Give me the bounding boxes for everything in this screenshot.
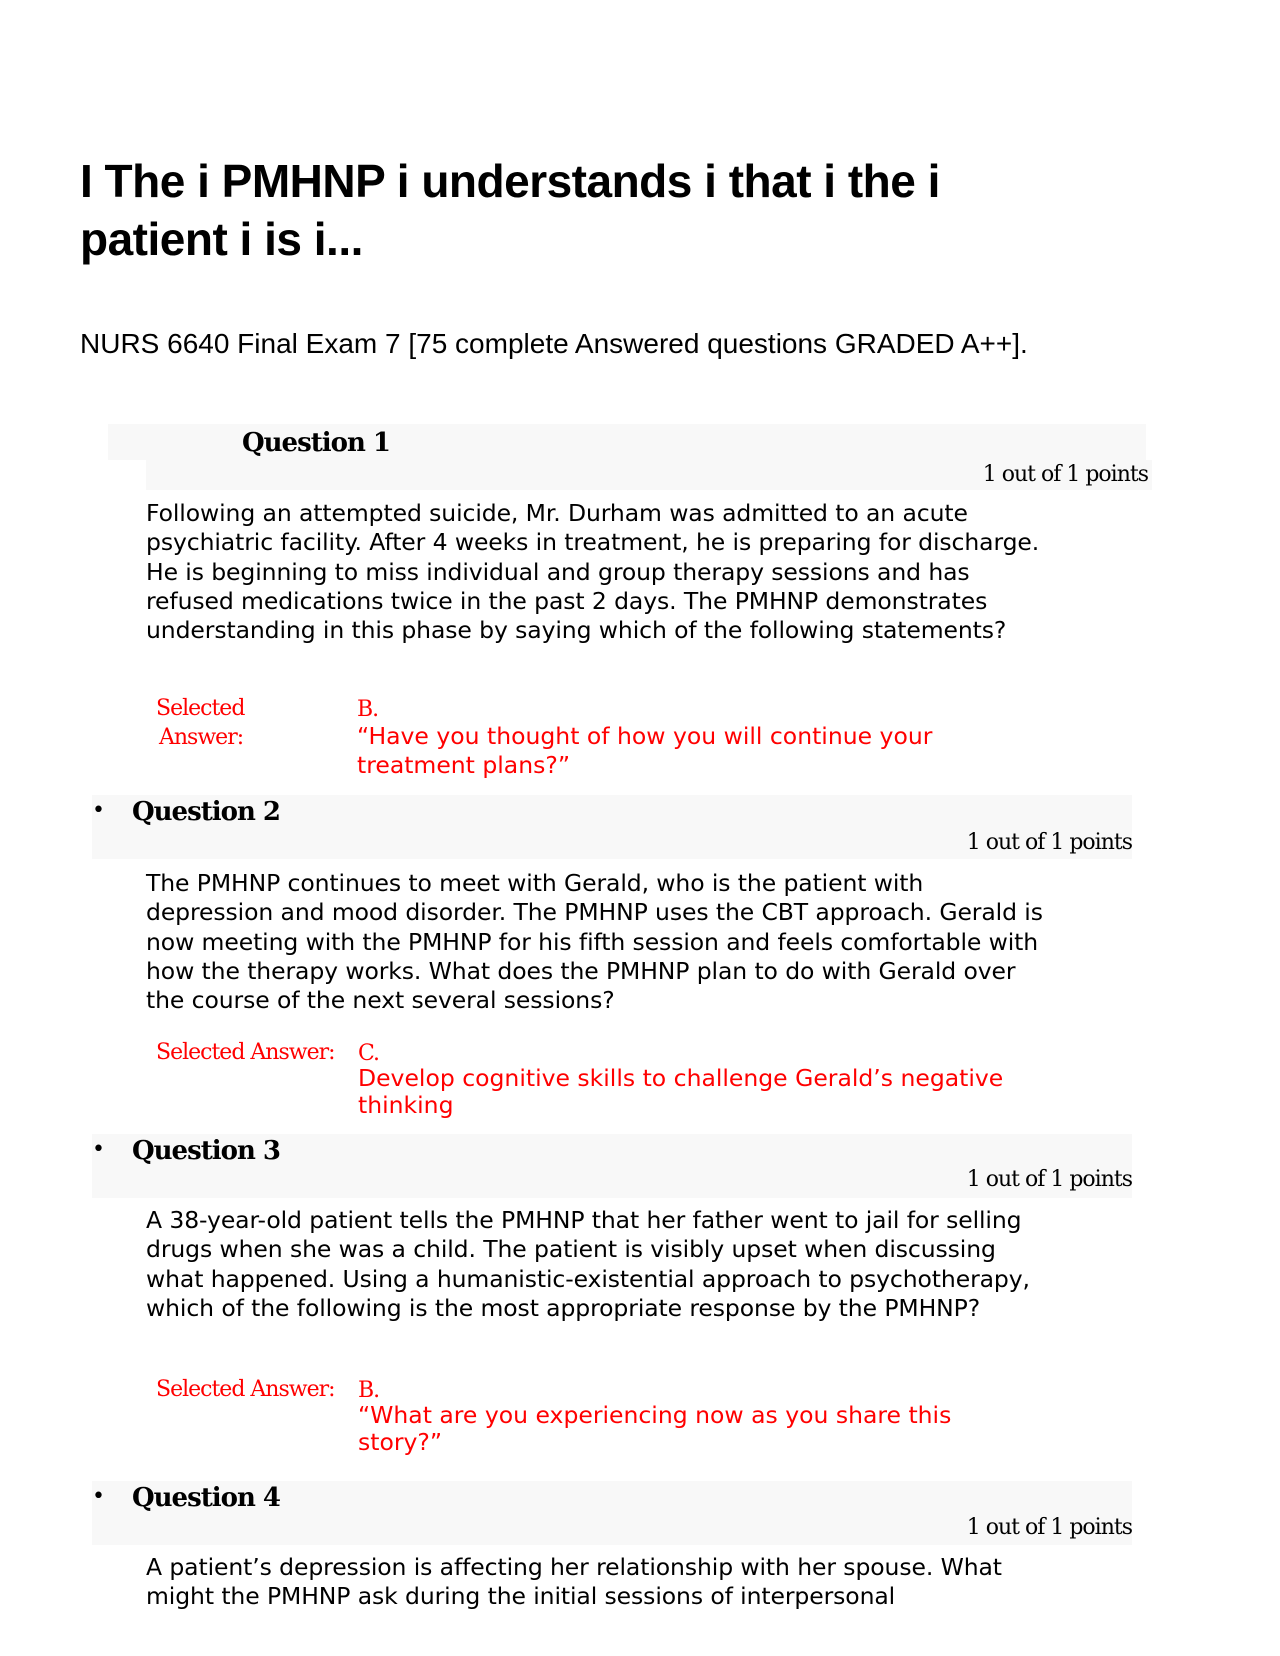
selected-answer-label: Selected Answer:: [156, 696, 245, 750]
document-subtitle: NURS 6640 Final Exam 7 [75 complete Answered questions GRADED A++].: [80, 328, 1028, 359]
answer-text: Develop cognitive skills to challenge Gerald’s negative thinking: [358, 1064, 1004, 1119]
answer-text: “Have you thought of how you will continue your treatment plans?”: [357, 722, 933, 779]
question-label: Question 1: [242, 428, 391, 458]
question-label: Question 3: [132, 1136, 281, 1166]
question-text: A patient’s depression is affecting her relationship with her spouse. What might the PMHNP ask during the initial sessions of interpersonal: [146, 1553, 1002, 1611]
selected-answer-label: Selected Answer:: [156, 1040, 335, 1065]
question-text: Following an attempted suicide, Mr. Durham was admitted to an acute psychiatric facility. After 4 weeks in treatment, he is preparing for discharge. He is beginning to miss individual and group therapy sessions and has refused medications twice in the past 2 days. The PMHNP demonstrates understanding in this phase by saying which of the following statements?: [146, 499, 1040, 645]
selected-answer-label: Selected Answer:: [156, 1377, 335, 1402]
bullet-icon: •: [92, 1484, 105, 1509]
bullet-icon: •: [92, 798, 105, 823]
answer-text: “What are you experiencing now as you share this story?”: [358, 1401, 952, 1456]
answer-letter: C.: [358, 1041, 380, 1066]
question-label: Question 4: [132, 1483, 281, 1513]
answer-letter: B.: [357, 697, 379, 722]
bullet-icon: •: [92, 1137, 105, 1162]
points-score: 1 out of 1 points: [966, 1167, 1132, 1192]
question-text: A 38-year-old patient tells the PMHNP that her father went to jail for selling drugs when she was a child. The patient is visibly upset when discussing what happened. Using a humanistic-existential approach to psychotherapy, which of the following is the most appropriate response by the PMHNP?: [146, 1206, 1030, 1322]
points-score: 1 out of 1 points: [966, 1515, 1132, 1540]
document-title: I The i PMHNP i understands i that i the i patient i is i...: [80, 155, 940, 265]
question-text: The PMHNP continues to meet with Gerald, who is the patient with depression and mood disorder. The PMHNP uses the CBT approach. Gerald is now meeting with the PMHNP for his fifth session and feels comfortable with how the therapy works. What does the PMHNP plan to do with Gerald over the course of the next several sessions?: [146, 869, 1043, 1015]
points-score: 1 out of 1 points: [966, 830, 1132, 855]
question-label: Question 2: [132, 797, 281, 827]
answer-letter: B.: [358, 1378, 380, 1403]
points-score: 1 out of 1 points: [982, 462, 1148, 487]
